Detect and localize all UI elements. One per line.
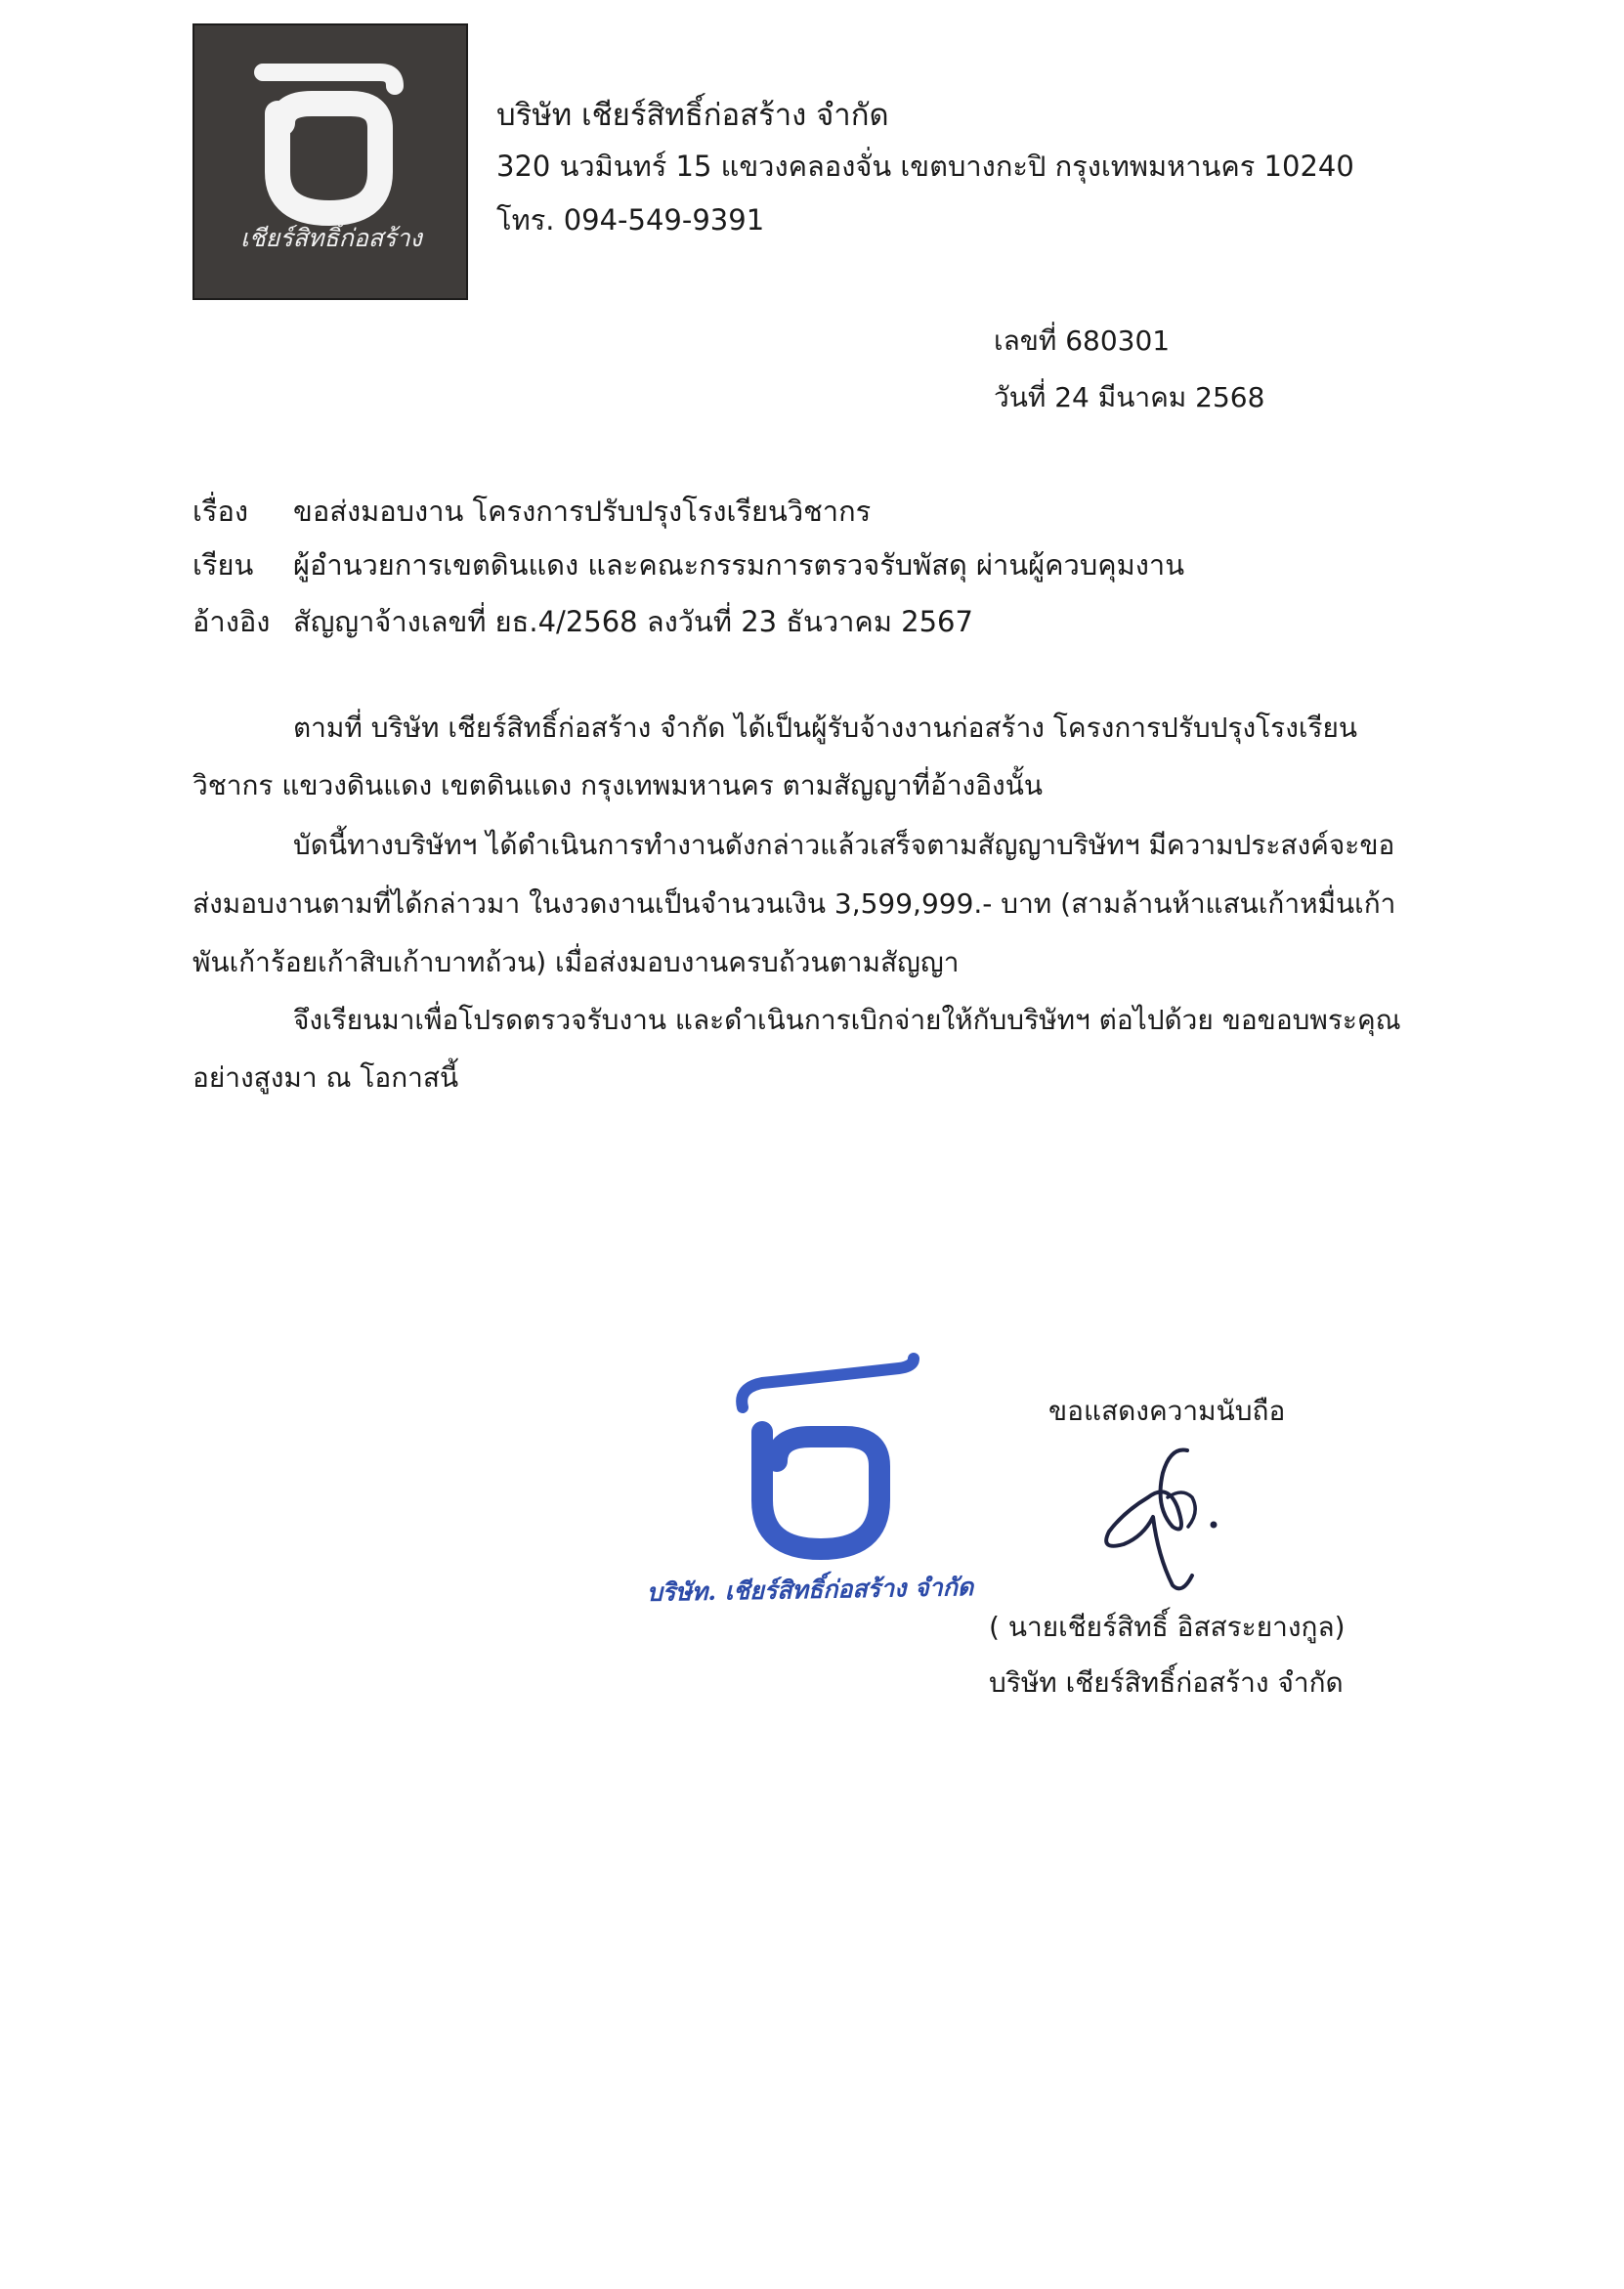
recipient-label: เรียน [192,548,254,582]
body-paragraph-line: ตามที่ บริษัท เชียร์สิทธิ์ก่อสร้าง จำกัด ได้เป็นผู้รับจ้างงานก่อสร้าง โครงการปรับปรุงโรงเรียน [293,712,1358,744]
handwritten-signature-icon [1094,1439,1231,1595]
reference-value: สัญญาจ้างเลขที่ ยธ.4/2568 ลงวันที่ 23 ธันวาคม 2567 [293,605,973,638]
body-paragraph-line: พันเก้าร้อยเก้าสิบเก้าบาทถ้วน) เมื่อส่งมอบงานครบถ้วนตามสัญญา [192,946,960,978]
document-number: เลขที่ 680301 [994,324,1171,357]
signer-name: ( นายเชียร์สิทธิ์ อิสสระยางกูล) [989,1611,1346,1643]
subject-value: ขอส่งมอบงาน โครงการปรับปรุงโรงเรียนวิชากร [293,495,872,528]
body-paragraph-line: อย่างสูงมา ณ โอกาสนี้ [192,1061,459,1094]
company-logo [192,23,468,300]
body-paragraph-line: จึงเรียนมาเพื่อโปรดตรวจรับงาน และดำเนินการเบิกจ่ายให้กับบริษัทฯ ต่อไปด้วย ขอขอบพระคุณ [293,1004,1401,1036]
company-address: 320 นวมินทร์ 15 แขวงคลองจั่น เขตบางกะปิ กรุงเทพมหานคร 10240 [496,150,1354,183]
logo-text: เชียร์สิทธิ์ก่อสร้าง [240,224,422,252]
recipient-value: ผู้อำนวยการเขตดินแดง และคณะกรรมการตรวจรับพัสดุ ผ่านผู้ควบคุมงาน [293,548,1185,582]
signer-company: บริษัท เชียร์สิทธิ์ก่อสร้าง จำกัด [989,1666,1344,1699]
reference-label: อ้างอิง [192,605,271,638]
company-stamp-icon [704,1339,938,1574]
closing-greeting: ขอแสดงความนับถือ [1048,1395,1286,1427]
company-name: บริษัท เชียร์สิทธิ์ก่อสร้าง จำกัด [496,98,889,133]
company-stamp-text: บริษัท. เชียร์สิทธิ์ก่อสร้าง จำกัด [646,1573,974,1607]
body-paragraph-line: ส่งมอบงานตามที่ได้กล่าวมา ในงวดงานเป็นจำนวนเงิน 3,599,999.- บาท (สามล้านห้าแสนเก้าหมื่นเก้า [192,887,1396,920]
document-date: วันที่ 24 มีนาคม 2568 [994,381,1265,413]
body-paragraph-line: วิชากร แขวงดินแดง เขตดินแดง กรุงเทพมหานคร ตามสัญญาที่อ้างอิงนั้น [192,769,1043,801]
subject-label: เรื่อง [192,495,249,528]
company-phone: โทร. 094-549-9391 [496,203,765,237]
body-paragraph-line: บัดนี้ทางบริษัทฯ ได้ดำเนินการทำงานดังกล่าวแล้วเสร็จตามสัญญาบริษัทฯ มีความประสงค์จะขอ [293,829,1395,861]
